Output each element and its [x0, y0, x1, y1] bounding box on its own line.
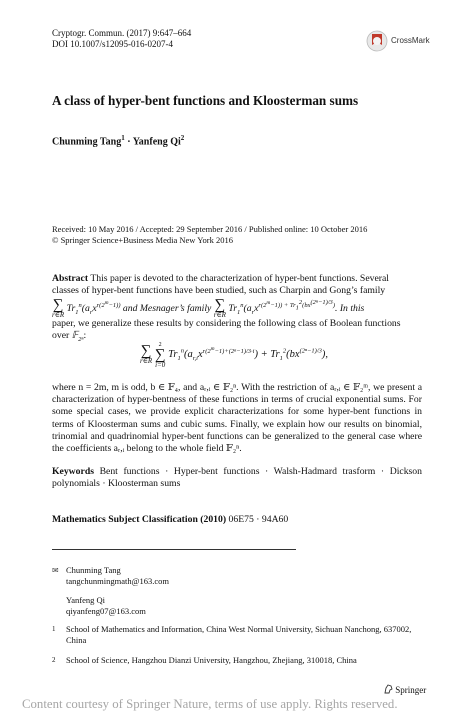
charpin-gong-formula: $Tr_1^n(a_rx^{r(2^m-1))}$ and Mesnager’s family ∑ r∈R $Tr_1^n(a_rx^{r(2^m-1)) + Tr12(bx(2^n-1)/3)}$. In this — [66, 297, 365, 320]
author-2: Yanfeng Qi — [132, 136, 181, 148]
footnote-divider — [52, 549, 296, 550]
field-symbol: 𝔽$_{2^n}$ — [71, 330, 84, 343]
keywords-heading: Keywords — [52, 466, 94, 477]
publisher-name: Springer — [395, 685, 427, 695]
sum-symbol: ∑ r∈R — [140, 343, 153, 365]
msc-codes: 06E75 · 94A60 — [228, 514, 289, 525]
crossmark-icon — [366, 30, 388, 52]
mesnager-formula: $Tr_1^n(a_rx^{r(2^m-1)) + Tr12(bx(2^n-1)/3)}$. In this — [228, 299, 365, 317]
abstract-body: where n = 2m, m is odd, b ∈ 𝔽₄, and aᵣ,ᵢ ∈ 𝔽₂ⁿ. With the restriction of aᵣ,ᵢ ∈ 𝔽₂ᵐ, we present a characterization of hyper-bentness of these functions in terms of crucial exponential sums. For some special cases, we provide explicit characterizations for some hyper-bent functions in terms of Kloosterman sums and cubic sums. Finally, we explain how our results on binomial, trinomial and quadrinomial hyper-bent functions can be generalized to the general case where the coefficients aᵣ,ᵢ belong to the whole field 𝔽₂ⁿ. — [52, 382, 422, 455]
envelope-icon: ✉ — [52, 566, 59, 575]
abstract-line-1: Abstract This paper is devoted to the characterization of hyper-bent functions. Several — [52, 273, 389, 284]
abstract-line-3 — [52, 297, 422, 319]
keywords-text: Bent functions · Hyper-bent functions · Walsh-Hadmard trasform · Dickson polynomials · Kloosterman sums — [52, 466, 422, 490]
journal-line-1: Cryptogr. Commun. (2017) 9:647–664 — [52, 28, 192, 38]
doi-line[interactable]: DOI 10.1007/s12095-016-0207-4 — [52, 39, 173, 49]
contact-name-2: Yanfeng Qi — [66, 595, 106, 605]
author-1-affiliation: 1 — [121, 134, 125, 142]
contact-email-1[interactable]: tangchunmingmath@163.com — [66, 576, 169, 586]
abstract-line-5: over 𝔽$_{2^n}$: — [52, 330, 87, 343]
crossmark-label: CrossMark — [391, 36, 430, 45]
abstract-heading: Abstract — [52, 273, 89, 284]
affiliation-text: School of Mathematics and Information, China West Normal University, Sichuan Nanchong, 637002, China — [66, 624, 412, 645]
subject-classification — [52, 514, 288, 526]
history-line: Received: 10 May 2016 / Accepted: 29 September 2016 / Published online: 10 October 2016 — [52, 224, 368, 234]
copyright-line: © Springer Science+Business Media New York 2016 — [52, 235, 233, 245]
author-1: Chunming Tang — [52, 136, 122, 148]
affiliation-2 — [52, 655, 432, 666]
author-contacts — [52, 565, 412, 617]
publisher-logo — [384, 684, 426, 695]
affiliation-1 — [52, 624, 432, 646]
author-list — [52, 132, 184, 148]
abstract-line-2: classes of hyper-bent functions have been studied, such as Charpin and Gong’s family — [52, 285, 386, 296]
paper-title: A class of hyper-bent functions and Kloosterman sums — [52, 93, 359, 108]
journal-citation — [52, 28, 191, 50]
abstract-line-4: paper, we generalize these results by considering the following class of Boolean functions — [52, 318, 401, 329]
affiliation-number: 2 — [52, 656, 56, 664]
author-2-affiliation: 2 — [180, 134, 185, 142]
courtesy-notice: Content courtesy of Springer Nature, terms of use apply. Rights reserved. — [22, 697, 398, 711]
sum-symbol: ∑ r∈R — [52, 297, 65, 320]
springer-horse-icon — [384, 684, 393, 694]
affiliation-number: 1 — [52, 625, 56, 633]
sum-symbol: ∑ r∈R — [213, 297, 226, 320]
contact-name-1: Chunming Tang — [66, 565, 121, 575]
author-separator: · — [124, 136, 133, 148]
crossmark-badge[interactable] — [366, 30, 428, 52]
contact-email-2[interactable]: qiyanfeng07@163.com — [66, 606, 146, 616]
publication-dates — [52, 224, 442, 246]
main-equation: ∑ r∈R 2 ∑ i=0 $Tr_1^n(a_{r,i}x^{r(2^m-1)+(2^n-1)/3\cdot i}) + Tr_1^2(bx^{(2^n-1)/3})$, — [140, 342, 329, 369]
sum-symbol: 2 ∑ i=0 — [154, 342, 166, 369]
affiliation-text: School of Science, Hangzhou Dianzi University, Hangzhou, Zhejiang, 310018, China — [66, 655, 357, 665]
msc-heading: Mathematics Subject Classification (2010) — [52, 514, 227, 525]
keywords — [52, 466, 422, 490]
